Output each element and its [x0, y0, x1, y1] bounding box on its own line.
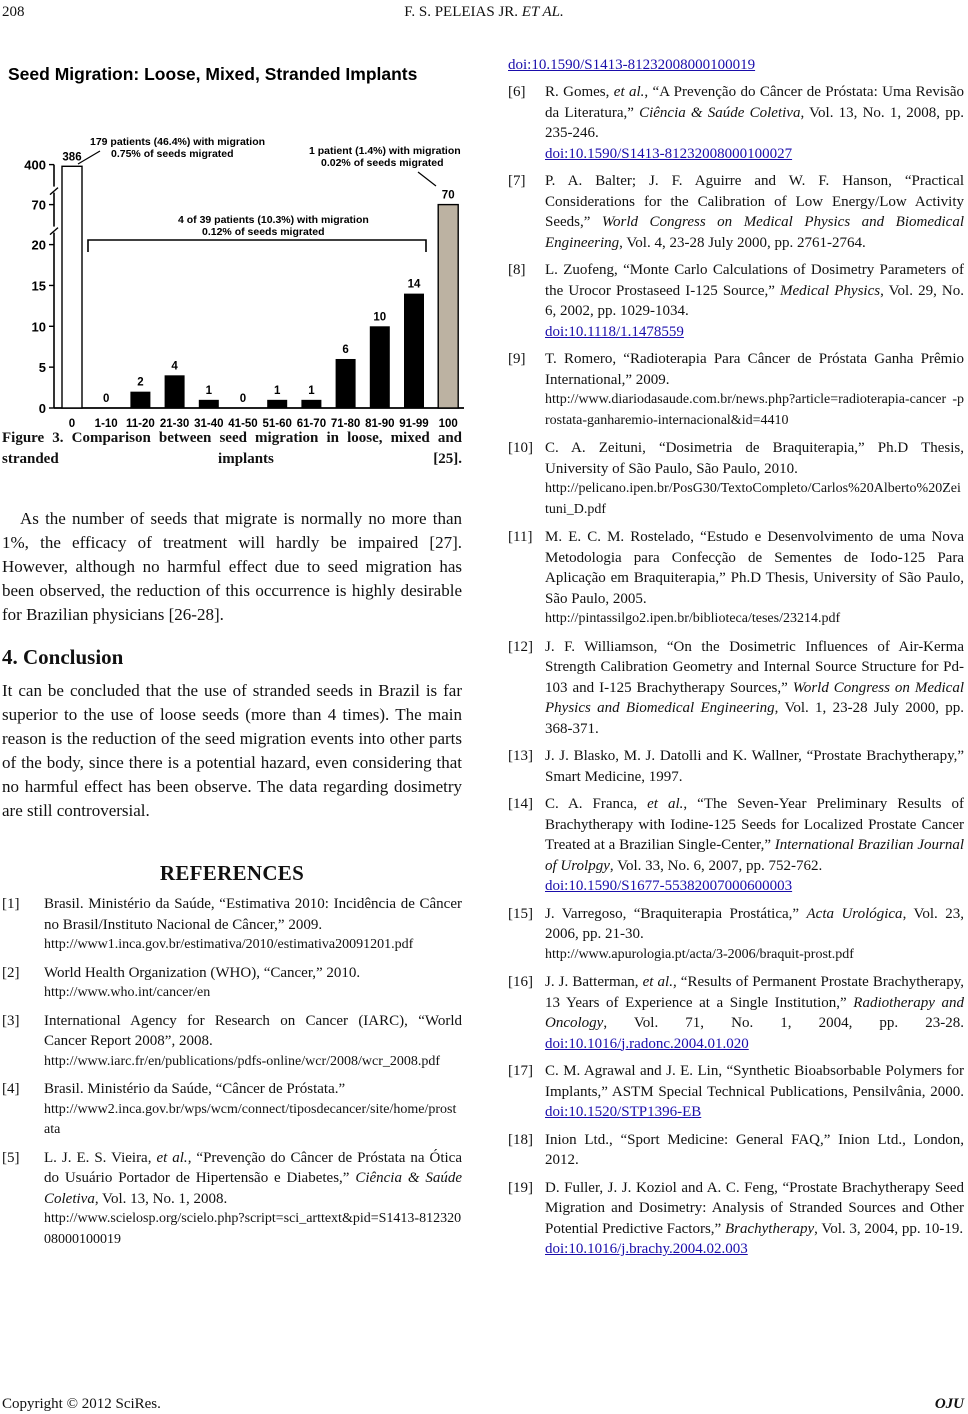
reference-list-left	[2, 894, 462, 1250]
bar-21-30	[165, 375, 185, 408]
bar-value-label: 10	[373, 311, 387, 324]
reference-journal: Brachytherapy	[724, 1220, 815, 1237]
reference-url: http://www.who.int/cancer/en	[44, 985, 211, 1000]
reference-body: Brasil. Ministério da Saúde, “Estimativa 2010: Incidência de Câncer no Brasil/Instituto Nacional de Câncer,” 2009.	[44, 896, 462, 933]
reference-url: http://pelicano.ipen.br/PosG30/TextoCompleto/Carlos%20Alberto%20Zeituni_D.pdf	[545, 481, 961, 517]
reference-text	[44, 894, 462, 956]
y-tick-label: 15	[31, 278, 46, 294]
reference-number: [13]	[508, 748, 533, 764]
reference-body: D. Fuller, J. J. Koziol and A. C. Feng, “Prostate Brachytherapy Seed Migration and Dosimetry: Analysis of Stranded Sources and Other Potential Predictive Factors,”	[545, 1179, 964, 1237]
reference-details: , Vol. 13, No. 1, 2008.	[94, 1190, 228, 1207]
reference-details: , Vol. 13, No. 1, 2008, pp. 235-246.	[545, 104, 964, 141]
y-tick-label: 400	[24, 157, 46, 173]
y-tick-label: 0	[38, 401, 46, 416]
reference-url: http://www2.inca.gov.br/wps/wcm/connect/tiposdecancer/site/home/prostata	[44, 1101, 457, 1137]
reference-journal: International Brazilian Journal of Urolpgy	[545, 837, 964, 874]
annotation-loose-line2: 0.75% of seeds migrated	[111, 148, 234, 160]
reference-number: [12]	[508, 638, 533, 655]
reference-number: [19]	[508, 1179, 533, 1196]
reference-details: , Vol. 3, 2004, pp. 10-19.	[814, 1220, 964, 1237]
reference-number: [16]	[508, 974, 533, 990]
reference-title: , “Results of Permanent Prostate Brachytherapy, 13 Years of Experience at a Single Institution,”	[545, 974, 964, 1011]
bar-value-label: 4	[171, 360, 178, 373]
reference-text	[545, 904, 964, 966]
annotation-stranded-line1: 1 patient (1.4%) with migration	[309, 145, 461, 157]
reference-et-al: et al.	[156, 1149, 188, 1166]
reference-body: Inion Ltd., “Sport Medicine: General FAQ,” Inion Ltd., London, 2012.	[545, 1131, 964, 1168]
reference-number: [1]	[2, 896, 20, 912]
running-header	[0, 4, 968, 21]
journal-abbrev: OJU	[934, 1396, 964, 1412]
x-tick-label: 61-70	[296, 418, 327, 428]
reference-journal: Ciência & Saúde Coletiva	[44, 1170, 463, 1207]
bar-71-80	[336, 359, 356, 408]
bar-100	[438, 205, 458, 408]
reference-number: [4]	[2, 1081, 20, 1097]
bar-value-label: 1	[308, 384, 315, 397]
bar-31-40	[199, 400, 219, 408]
reference-text	[545, 349, 964, 431]
x-tick-label: 11-20	[126, 418, 155, 428]
bar-value-label: 6	[342, 343, 349, 356]
reference-title: , “Prevenção do Câncer de Próstata na Ótica do Usuário Portador de Hipertensão e Diabetes,”	[44, 1149, 463, 1186]
reference-journal: Medical Physics	[780, 282, 881, 299]
reference-item	[2, 1011, 462, 1073]
reference-details: , Vol. 33, No. 6, 2007, pp. 752-762.	[609, 857, 823, 874]
x-tick-label: 100	[438, 418, 458, 428]
annotation-loose-line1: 179 patients (46.4%) with migration	[90, 136, 266, 148]
header-authors: F. S. PELEIAS JR.	[404, 4, 519, 20]
reference-text	[545, 746, 964, 787]
reference-text	[44, 1011, 462, 1073]
reference-url: http://www.diariodasaude.com.br/news.php?article=radioterapia-cancer -prostata-ganharemio-internacional&id=4410	[545, 392, 964, 428]
reference-body: J. Varregoso, “Braquiterapia Prostática,”	[545, 905, 807, 922]
reference-body: World Health Organization (WHO), “Cancer,” 2010.	[44, 964, 361, 981]
section-heading: 4. Conclusion	[2, 645, 124, 669]
reference-number: [18]	[508, 1131, 533, 1148]
reference-item	[508, 972, 964, 1054]
reference-number: [15]	[508, 905, 533, 922]
reference-text	[545, 1178, 964, 1260]
reference-5-doi-link[interactable]: doi:10.1590/S1413-81232008000100019	[508, 57, 756, 73]
reference-text	[545, 972, 964, 1054]
reference-text	[545, 1130, 964, 1171]
reference-number: [8]	[508, 262, 526, 278]
y-tick-label: 20	[31, 237, 46, 253]
reference-text	[545, 82, 964, 164]
y-tick-label: 70	[31, 197, 46, 213]
bar-value-label: 14	[407, 278, 421, 291]
reference-et-al: et al.	[613, 84, 645, 100]
x-tick-label: 21-30	[159, 418, 190, 428]
annotation-stranded-line2: 0.02% of seeds migrated	[321, 157, 444, 169]
annotation-stranded-pointer	[418, 172, 436, 186]
reference-text	[545, 171, 964, 253]
reference-number: [11]	[508, 529, 533, 545]
reference-item	[508, 82, 965, 164]
reference-body: L. Zuofeng, “Monte Carlo Calculations of Dosimetry Parameters of the Urocor Prostaseed I-125 Source,”	[545, 262, 964, 299]
reference-list-right	[508, 82, 964, 1260]
reference-details: , Vol. 1, 23-28 July 2000, pp. 368-371.	[545, 700, 964, 737]
x-tick-label: 1-10	[94, 418, 118, 428]
reference-body: J. J. Batterman,	[545, 974, 643, 990]
reference-body: C. M. Agrawal and J. E. Lin, “Synthetic Bioabsorbable Polymers for Implants,” ASTM Special Technical Publications, Pensilvânia, 2000.	[545, 1063, 964, 1100]
reference-url: http://www.apurologia.pt/acta/3-2006/braquit-prost.pdf	[545, 946, 854, 962]
bar-81-90	[370, 326, 390, 408]
x-tick-label: 71-80	[330, 418, 361, 428]
x-tick-label: 51-60	[262, 418, 292, 428]
references-heading: REFERENCES	[159, 861, 305, 885]
figure-caption: Figure 3. Comparison between seed migration in loose, mixed and stranded implants [25].	[2, 430, 462, 467]
reference-journal: Acta Urológica	[806, 905, 903, 922]
reference-body: R. Gomes,	[545, 84, 614, 100]
reference-details: , Vol. 29, No. 6, 2002, pp. 1029-1034.	[545, 282, 964, 319]
reference-item	[2, 963, 462, 1004]
reference-item	[508, 746, 964, 787]
reference-body: P. A. Balter; J. F. Aguirre and W. F. Hanson, “Practical Considerations for the Calibration of Low Energy/Low Activity Seeds,”	[545, 173, 964, 230]
reference-item	[508, 438, 964, 520]
reference-body: C. A. Franca,	[545, 796, 648, 812]
annotation-mixed-bracket	[88, 240, 426, 252]
conclusion-paragraph: It can be concluded that the use of stranded seeds in Brazil is far superior to the use of loose seeds (more than 4 times). The main reason is the reduction of the seed migration events into other parts of the body, since there is a potential hazard, even considering that no harmful effect has been observe. The data regarding dosimetry are still controversial.	[2, 681, 462, 820]
reference-doi-link[interactable]: doi:10.1016/j.radonc.2004.01.020	[545, 1035, 749, 1052]
x-tick-label: 31-40	[194, 418, 224, 428]
reference-et-al: et al.	[642, 974, 673, 990]
reference-item	[508, 260, 964, 342]
reference-item	[508, 527, 964, 630]
x-tick-label: 0	[68, 418, 76, 428]
reference-doi-link[interactable]: doi:10.1590/S1413-81232008000100027	[545, 145, 793, 162]
reference-text	[545, 527, 964, 630]
reference-number: [9]	[508, 351, 526, 367]
bar-value-label: 0	[102, 393, 110, 405]
reference-doi-link[interactable]: doi:10.1016/j.brachy.2004.02.003	[545, 1241, 748, 1257]
body-paragraph: As the number of seeds that migrate is normally no more than 1%, the efficacy of treatment will hardly be impaired [27]. However, although no harmful effect due to seed migration has been observed, the reduction of this occurrence is highly desirable for Brazilian physicians [26-28].	[2, 509, 462, 624]
x-tick-label: 41-50	[228, 418, 258, 428]
y-tick-label: 5	[38, 360, 46, 376]
reference-body: C. A. Zeituni, “Dosimetria de Braquiterapia,” Ph.D Thesis, University of São Paulo, São Paulo, 2010.	[545, 440, 964, 477]
annotation-mixed-line2: 0.12% of seeds migrated	[202, 226, 325, 238]
reference-url: http://www1.inca.gov.br/estimativa/2010/estimativa20091201.pdf	[44, 937, 414, 952]
reference-text	[545, 794, 964, 897]
reference-text	[44, 1148, 462, 1251]
bar-value-label: 1	[273, 384, 281, 397]
reference-item	[508, 794, 964, 897]
reference-number: [2]	[2, 964, 20, 981]
reference-url: http://www.iarc.fr/en/publications/pdfs-online/wcr/2008/wcr_2008.pdf	[44, 1053, 441, 1069]
bar-11-20	[130, 392, 150, 408]
reference-item	[508, 171, 964, 253]
reference-journal: Ciência & Saúde Coletiva	[639, 104, 801, 121]
bar-51-60	[267, 400, 287, 408]
reference-text	[545, 438, 964, 520]
copyright-footer: Copyright © 2012 SciRes.	[2, 1396, 161, 1412]
reference-item	[508, 1178, 964, 1260]
reference-item	[2, 894, 462, 956]
x-tick-label: 91-99	[399, 418, 429, 428]
bar-0	[62, 166, 82, 408]
bar-chart	[2, 58, 470, 428]
header-et-al: ET AL.	[521, 4, 564, 20]
reference-number: [14]	[508, 796, 533, 812]
reference-doi-link[interactable]: doi:10.1590/S1677-55382007000600003	[545, 878, 793, 894]
reference-body: Brasil. Ministério da Saúde, “Câncer de Próstata.”	[44, 1081, 346, 1097]
reference-item	[508, 1061, 964, 1123]
reference-url: http://www.scielosp.org/scielo.php?script=sci_arttext&pid=S1413-81232008000100019	[44, 1211, 462, 1247]
page-number: 208	[2, 4, 25, 20]
reference-body: J. J. Blasko, M. J. Datolli and K. Wallner, “Prostate Brachytherapy,” Smart Medicine, 1997.	[545, 748, 964, 785]
reference-item	[508, 349, 964, 431]
figure-3	[2, 58, 470, 428]
bar-91-99	[404, 294, 424, 408]
reference-text	[44, 1079, 462, 1141]
reference-number: [6]	[508, 84, 526, 100]
left-column	[2, 58, 462, 1257]
reference-url: http://pintassilgo2.ipen.br/biblioteca/teses/23214.pdf	[545, 611, 841, 626]
bar-61-70	[301, 400, 321, 408]
reference-number: [5]	[2, 1149, 20, 1166]
reference-text	[545, 260, 964, 342]
reference-number: [7]	[508, 173, 526, 189]
reference-number: [17]	[508, 1063, 533, 1079]
reference-text	[44, 963, 462, 1004]
reference-title: , “A Prevenção do Câncer de Próstata: Uma Revisão da Literatura,”	[545, 84, 965, 121]
reference-item	[2, 1079, 462, 1141]
y-tick-label: 10	[31, 319, 46, 335]
bar-value-label: 70	[441, 189, 455, 202]
reference-details: , Vol. 4, 23-28 July 2000, pp. 2761-2764.	[619, 234, 866, 251]
reference-text	[545, 637, 964, 740]
reference-et-al: et al.	[647, 796, 684, 812]
reference-item	[2, 1148, 462, 1251]
reference-item	[508, 1130, 964, 1171]
reference-item	[508, 637, 965, 740]
x-tick-label: 81-90	[365, 418, 395, 428]
right-column	[508, 55, 964, 1267]
reference-journal: World Congress on Medical Physics and Biomedical Engineering	[545, 679, 965, 716]
reference-doi-link[interactable]: doi:10.1520/STP1396-EB	[545, 1104, 702, 1120]
reference-title: , “The Seven-Year Preliminary Results of Brachytherapy with Iodine-125 Seeds for Localized Prostate Cancer Treated at a Brazilian Single-Center,”	[545, 796, 964, 853]
annotation-mixed-line1: 4 of 39 patients (10.3%) with migration	[178, 214, 369, 226]
reference-journal: Radiotherapy and Oncology	[545, 994, 964, 1031]
reference-text	[545, 1061, 964, 1123]
bar-value-label: 2	[137, 376, 144, 389]
reference-body: International Agency for Research on Cancer (IARC), “World Cancer Report 2008”, 2008.	[44, 1012, 462, 1049]
reference-number: [10]	[508, 440, 533, 456]
reference-journal: World Congress on Medical Physics and Biomedical Engineering	[545, 214, 964, 251]
reference-doi-link[interactable]: doi:10.1118/1.1478559	[545, 323, 684, 340]
reference-details: , Vol. 23, 2006, pp. 21-30.	[545, 905, 965, 942]
bar-value-label: 1	[205, 384, 213, 397]
reference-body: T. Romero, “Radioterapia Para Câncer de Próstata Ganha Prêmio International,” 2009.	[545, 351, 964, 388]
chart-title: Seed Migration: Loose, Mixed, Stranded Implants	[8, 64, 418, 84]
reference-number: [3]	[2, 1012, 20, 1029]
reference-body: J. F. Williamson, “On the Dosimetric Influences of Air-Kerma Strength Calibration Geometry and Internal Source Structure for Pd-103 and I-125 Brachytherapy Sources,”	[545, 638, 964, 696]
reference-item	[508, 904, 965, 966]
bar-value-label: 0	[239, 393, 247, 405]
reference-details: , Vol. 71, No. 1, 2004, pp. 23-28.	[603, 1015, 964, 1031]
reference-body: L. J. E. S. Vieira,	[44, 1149, 157, 1166]
bar-value-label: 386	[62, 151, 82, 164]
reference-body: M. E. C. M. Rostelado, “Estudo e Desenvolvimento de uma Nova Metodologia para Confecção de Sementes de Iodo-125 Para Aplicação em Braquiterapia,” Ph.D Thesis, University of São Paulo, São Paulo, 2005.	[545, 529, 964, 607]
